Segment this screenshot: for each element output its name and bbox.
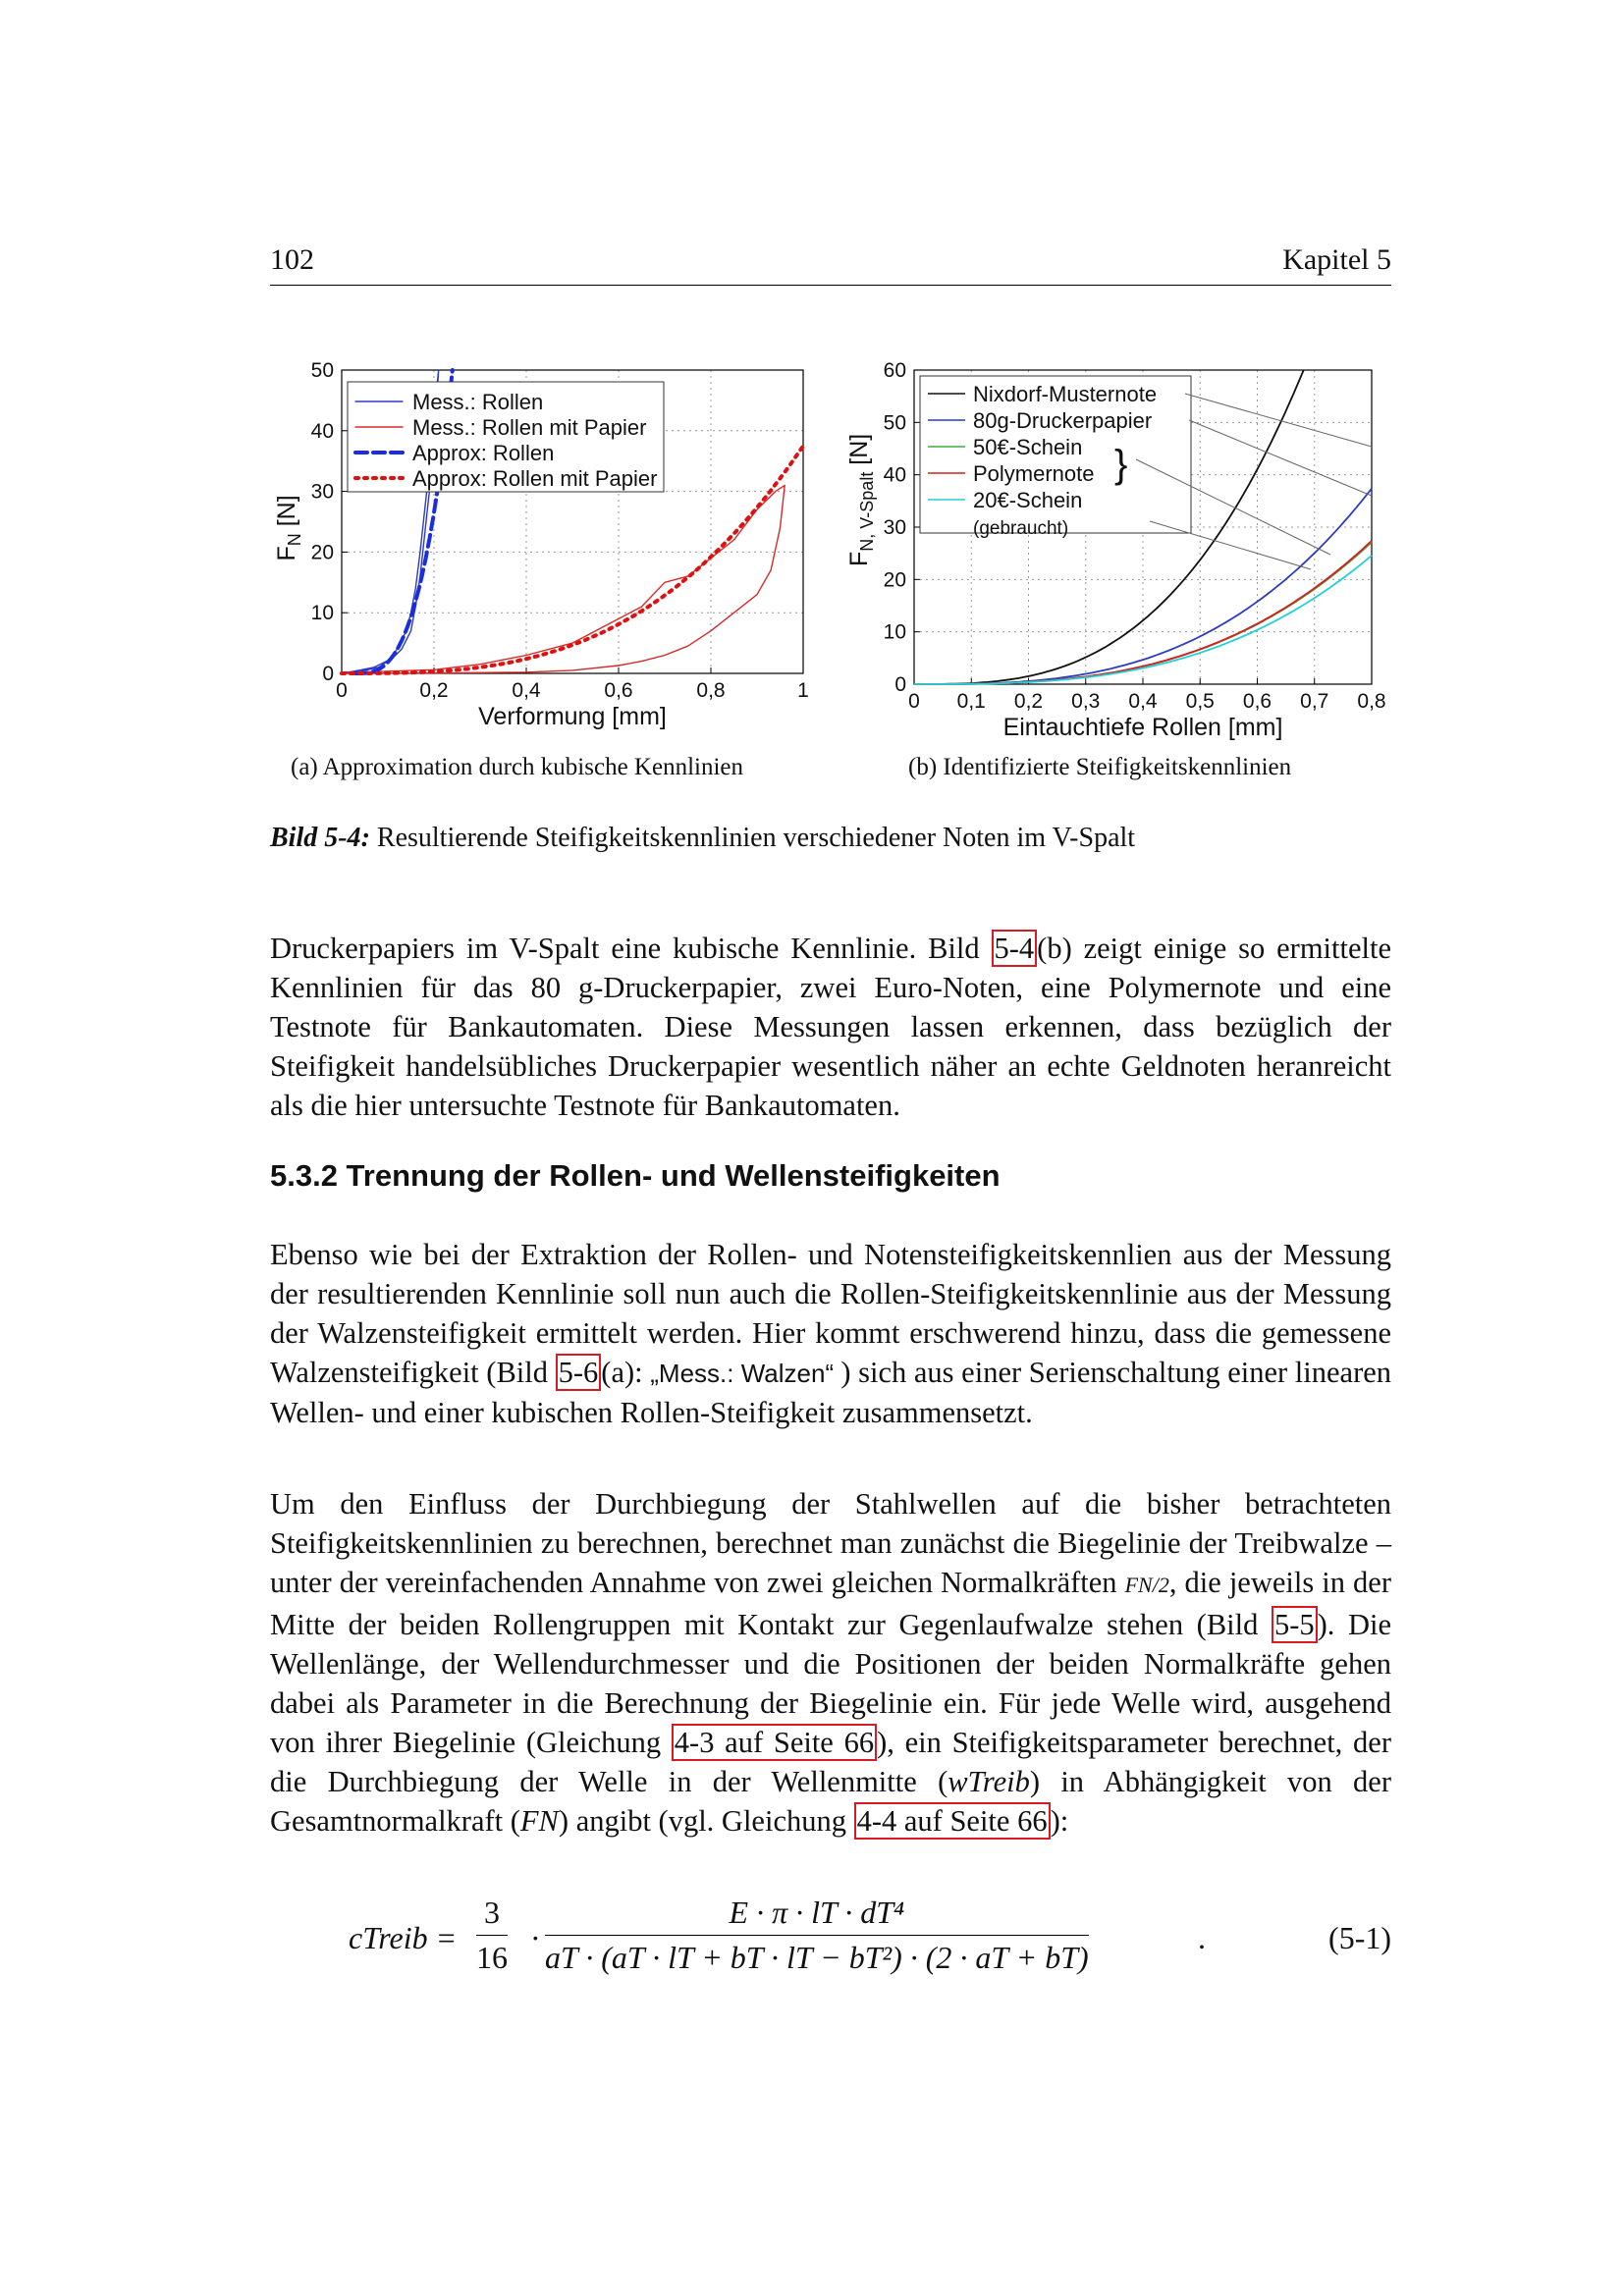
x-tick-label: 0 (336, 679, 348, 702)
text-run: ), ein Steifigkeitsparameter berechnet, der die Durchbiegung der Welle in der Wellenmitte ( (270, 1726, 1391, 1798)
equation-reference-link[interactable]: 4-3 auf Seite 66 (672, 1724, 877, 1761)
y-axis-label-subscript: N, V-Spalt (857, 471, 877, 552)
quote-label: „Mess.: Walzen“ (650, 1359, 841, 1388)
force-fraction: FN/2 (1124, 1573, 1169, 1597)
figure-caption-colon: : (360, 823, 370, 853)
y-tick-label: 0 (894, 673, 906, 696)
legend-entry: Polymernote (973, 461, 1095, 486)
subcaption-b: (b) Identifizierte Steifigkeitskennlinien (908, 754, 1292, 780)
x-tick-label: 0,4 (512, 679, 541, 702)
y-tick-label: 30 (883, 516, 906, 539)
x-tick-label: 0,7 (1300, 690, 1329, 713)
equation-reference-link[interactable]: 4-4 auf Seite 66 (854, 1802, 1051, 1840)
legend-entry: 80g-Druckerpapier (973, 408, 1153, 433)
text-run: ) in Abhängigkeit von der Gesamtnormalkraft ( (270, 1765, 1392, 1838)
text-run: Ebenso wie bei der Extraktion der Rollen- und Notensteifigkeitskennlien aus der Messung der resultierenden Kennlinie soll nun auch die Rollen-Steifigkeitskennlinie aus der Messung der Walzensteifigkeit ermittelt werden. Hier kommt erschwerend hinzu, dass die gemessene Walzensteifigkeit (Bild (270, 1238, 1391, 1389)
legend-leader-line (1189, 420, 1372, 496)
series-line (342, 485, 785, 673)
y-tick-label: 40 (883, 463, 906, 487)
equation-number: (5-1) (1328, 1920, 1391, 1955)
x-tick-label: 0,8 (1357, 690, 1386, 713)
text-run: Druckerpapiers im V-Spalt eine kubische Kennlinie. Bild (270, 932, 992, 965)
text-run: ). Die Wellenlänge, der Wellendurchmesser und die Positionen der beiden Normalkräfte gehen dabei als Parameter in die Berechnung der Biegelinie ein. Für jede Welle wird, ausgehend von ihrer Biegelinie (Gleichung (270, 1608, 1391, 1759)
y-tick-label: 30 (310, 480, 334, 504)
text-run: (b) zeigt einige so ermittelte Kennlinien für das 80 g-Druckerpapier, zwei Euro-Noten, eine Polymernote und eine Testnote für Bankautomaten. Diese Messungen lassen erkennen, dass bezüglich der Steifigkeit handelsübliches Druckerpapier wesentlich näher an echte Geldnoten heranreicht als die hier untersuchte Testnote für Bankautomaten. (270, 932, 1392, 1122)
y-axis-label-unit: [N] (273, 495, 300, 534)
text-run: ) sich aus einer Serienschaltung einer linearen Wellen- und einer kubischen Rollen-Steifigkeit zusammensetzt. (270, 1356, 1392, 1429)
text-run: (a): (601, 1356, 651, 1389)
x-axis-label: Verformung [mm] (478, 703, 667, 730)
x-tick-label: 0,3 (1071, 690, 1101, 713)
y-axis-label-unit: [N] (845, 433, 873, 472)
x-tick-label: 0,6 (1242, 690, 1272, 713)
paragraph-1 (270, 929, 1391, 1125)
x-tick-label: 0,4 (1128, 690, 1158, 713)
text-run: Um den Einfluss der Durchbiegung der Stahlwellen auf die bisher betrachteten Steifigkeitskennlinien zu berechnen, berechnet man zunächst die Biegelinie der Treibwalze – unter der vereinfachenden Annahme von zwei gleichen Normalkräften (270, 1487, 1391, 1599)
equation-dot: · (530, 1920, 541, 1955)
x-tick-label: 0,8 (696, 679, 726, 702)
figure-reference-link[interactable]: 5-6 (556, 1354, 602, 1391)
page-number: 102 (270, 243, 314, 276)
figure-caption-label: Bild 5-4 (270, 823, 361, 853)
equation-lhs: cTreib = (349, 1920, 458, 1955)
figure-caption (270, 823, 1135, 854)
y-axis-label: $F_{N, V-Spalt}$ [N] (845, 433, 877, 566)
equation-numerator: 3 (484, 1895, 500, 1930)
x-tick-label: 0,1 (956, 690, 986, 713)
equation-5-1 (349, 1885, 1391, 1993)
figure-caption-text: Resultierende Steifigkeitskennlinien verschiedener Noten im V-Spalt (369, 823, 1136, 853)
legend-entry: Mess.: Rollen mit Papier (412, 415, 647, 440)
chart-b (839, 348, 1399, 746)
text-run: ): (1050, 1804, 1069, 1838)
y-axis-label-subscript: N (285, 533, 304, 547)
legend-leader-line (1185, 394, 1372, 447)
text-run: , die jeweils in der Mitte der beiden Rollengruppen mit Kontakt zur Gegenlaufwalze stehen (Bild (270, 1566, 1391, 1641)
y-axis-label: $F_N$ [N] (273, 495, 304, 561)
math-symbol: wTreib (947, 1765, 1030, 1798)
y-tick-label: 40 (310, 419, 334, 443)
y-tick-label: 50 (310, 359, 334, 382)
legend-entry-note: (gebraucht) (973, 518, 1069, 539)
legend-entry: Nixdorf-Musternote (973, 382, 1158, 406)
paragraph-2 (270, 1235, 1391, 1432)
chart-a (265, 348, 825, 746)
y-tick-label: 60 (883, 359, 906, 382)
paragraph-3 (270, 1484, 1391, 1841)
x-tick-label: 0,2 (1013, 690, 1044, 713)
subcaption-a: (a) Approximation durch kubische Kennlinien (291, 754, 743, 780)
equation-denominator: aT · (aT · lT + bT · lT − bT²) · (2 · aT + bT) (545, 1935, 1089, 1976)
legend-entry: Mess.: Rollen (412, 390, 544, 414)
page-header (270, 243, 1391, 286)
chapter-label: Kapitel 5 (1282, 243, 1391, 276)
legend-brace: } (1114, 443, 1128, 486)
y-tick-label: 50 (883, 411, 906, 435)
y-tick-label: 20 (310, 541, 334, 564)
legend-entry: 50€-Schein (973, 435, 1083, 459)
text-run: ) angibt (vgl. Gleichung (558, 1804, 854, 1838)
figure-reference-link[interactable]: 5-4 (992, 930, 1038, 967)
equation-fraction-1 (476, 1895, 508, 1976)
x-tick-label: 0,2 (419, 679, 449, 702)
math-symbol: FN (519, 1804, 559, 1838)
legend-entry: 20€-Schein (973, 488, 1083, 512)
x-tick-label: 0 (908, 690, 920, 713)
y-tick-label: 20 (883, 568, 906, 592)
figure-reference-link[interactable]: 5-5 (1272, 1606, 1318, 1643)
equation-period: . (1198, 1920, 1206, 1955)
y-tick-label: 10 (883, 620, 906, 644)
x-axis-label: Eintauchtiefe Rollen [mm] (1002, 714, 1283, 741)
equation-numerator: E · π · lT · dT⁴ (729, 1895, 905, 1930)
x-tick-label: 0,5 (1185, 690, 1215, 713)
y-tick-label: 0 (322, 663, 334, 685)
equation-denominator: 16 (476, 1935, 508, 1976)
legend-entry: Approx: Rollen mit Papier (412, 466, 658, 491)
section-title: 5.3.2 Trennung der Rollen- und Wellensteifigkeiten (270, 1158, 1001, 1193)
legend-entry: Approx: Rollen (412, 441, 555, 465)
legend-leader-line (1150, 521, 1311, 569)
equation-fraction-2 (545, 1895, 1089, 1976)
y-tick-label: 10 (310, 602, 334, 625)
x-tick-label: 0,6 (604, 679, 633, 702)
x-tick-label: 1 (797, 679, 809, 702)
